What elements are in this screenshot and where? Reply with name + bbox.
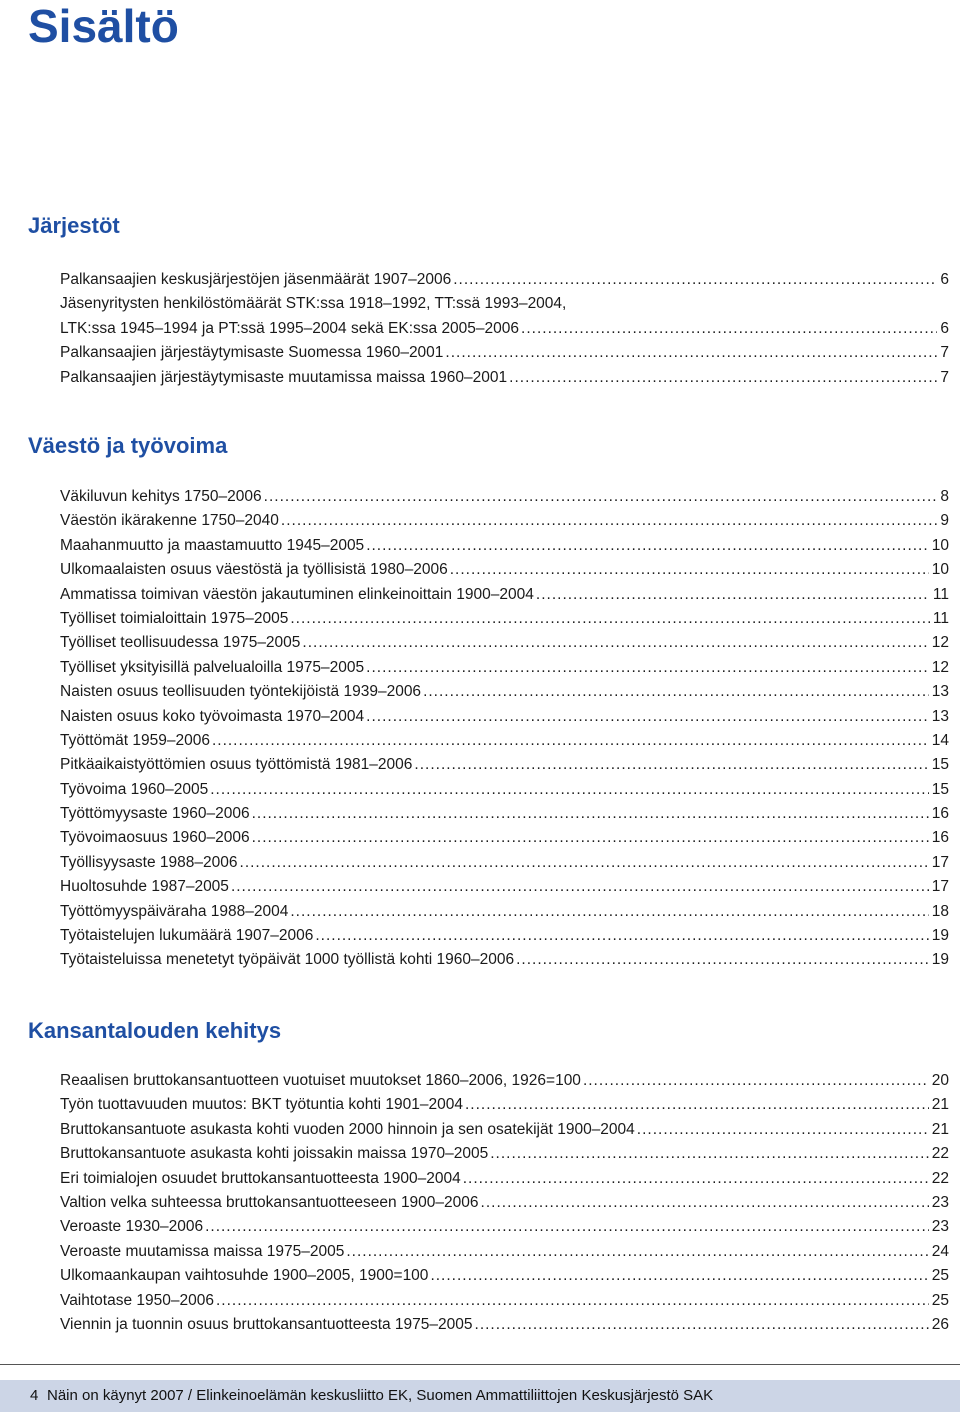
toc-entry-page: 7: [940, 344, 949, 362]
toc-entry-title: Viennin ja tuonnin osuus bruttokansantuotteesta 1975–2005: [60, 1315, 473, 1333]
dot-leader: [290, 607, 930, 631]
toc-entry-page: 17: [931, 853, 949, 871]
toc-entry-title: Veroaste 1930–2006: [60, 1218, 204, 1236]
toc-entry-title: Työlliset teollisuudessa 1975–2005: [60, 634, 301, 652]
toc-entry[interactable]: [60, 753, 949, 777]
toc-entry[interactable]: [60, 583, 949, 607]
toc-entry-page: 13: [931, 707, 949, 725]
toc-entry-page: 20: [931, 1072, 949, 1089]
toc-entry[interactable]: [60, 900, 949, 924]
toc-entry-title: Työvoima 1960–2005: [60, 780, 209, 798]
toc-entry-title: Työlliset toimialoittain 1975–2005: [60, 609, 289, 627]
dot-leader: [315, 924, 928, 948]
dot-leader: [481, 1191, 929, 1215]
toc-entry[interactable]: [60, 558, 949, 582]
toc-entry-title: Työvoimaosuus 1960–2006: [60, 829, 250, 847]
toc-entry-title: Työtaisteluissa menetetyt työpäivät 1000 työllistä kohti 1960–2006: [60, 951, 515, 969]
dot-leader: [423, 680, 929, 704]
dot-leader: [290, 900, 928, 924]
dot-leader: [430, 1264, 928, 1288]
toc-entry-title: Veroaste muutamissa maissa 1975–2005: [60, 1242, 345, 1260]
toc-entry-title: Työlliset yksityisillä palvelualoilla 1975–2005: [60, 658, 365, 676]
footer-page-number: 4: [30, 1387, 39, 1404]
toc-entry-page: 19: [931, 951, 949, 969]
footer-divider: [0, 1364, 960, 1365]
footer-text: Näin on käynyt 2007 / Elinkeinoelämän keskusliitto EK, Suomen Ammattiliittojen Keskusjärjestö SAK: [47, 1387, 714, 1404]
toc-entry-page: 12: [931, 634, 949, 652]
toc-entry-page: 24: [931, 1242, 949, 1260]
toc-entry-title: Vaihtotase 1950–2006: [60, 1291, 214, 1309]
toc-entry-page: 7: [940, 368, 949, 386]
toc-entry-title: Huoltosuhde 1987–2005: [60, 878, 229, 896]
toc-entry[interactable]: [60, 729, 949, 753]
toc-entry[interactable]: [60, 924, 949, 948]
dot-leader: [231, 875, 929, 899]
section-title-vaesto: Väestö ja työvoima: [28, 433, 228, 458]
toc-entry[interactable]: [60, 1264, 949, 1288]
toc-entry-page: 25: [931, 1267, 949, 1285]
toc-entry-title: Palkansaajien järjestäytymisaste muutamissa maissa 1960–2001: [60, 368, 508, 386]
toc-entry[interactable]: [60, 1118, 949, 1142]
dot-leader: [210, 778, 929, 802]
toc-entry[interactable]: [60, 1215, 949, 1239]
toc-entry-title: Naisten osuus koko työvoimasta 1970–2004: [60, 707, 365, 725]
toc-entry-page: 10: [931, 561, 949, 579]
toc-entry-page: 16: [931, 829, 949, 847]
toc-entry-title: Ulkomaalaisten osuus väestöstä ja työllisistä 1980–2006: [60, 561, 448, 579]
toc-entry-page: 12: [931, 658, 949, 676]
dot-leader: [252, 802, 929, 826]
dot-leader: [414, 753, 928, 777]
toc-entry-title: Ammatissa toimivan väestön jakautuminen elinkeinoittain 1900–2004: [60, 585, 534, 603]
toc-entry-page: 6: [940, 319, 949, 337]
toc-entry-page: 17: [931, 878, 949, 896]
toc-entry-title: Ulkomaankaupan vaihtosuhde 1900–2005, 1900=100: [60, 1267, 429, 1285]
dot-leader: [205, 1215, 929, 1239]
toc-entry[interactable]: [60, 1240, 949, 1264]
dot-leader: [216, 1289, 929, 1313]
toc-entry[interactable]: [60, 1289, 949, 1313]
section-title-jarjestot: Järjestöt: [28, 213, 120, 238]
toc-list-kansantalous: [60, 1069, 949, 1337]
dot-leader: [536, 583, 930, 607]
dot-leader: [366, 534, 929, 558]
toc-entry-page: 14: [931, 731, 949, 749]
dot-leader: [465, 1093, 929, 1117]
toc-entry[interactable]: [60, 268, 949, 292]
toc-entry-page: 22: [931, 1145, 949, 1163]
toc-entry-page: 9: [940, 512, 949, 530]
toc-entry[interactable]: [60, 1191, 949, 1215]
toc-entry-title: Eri toimialojen osuudet bruttokansantuotteesta 1900–2004: [60, 1169, 461, 1187]
toc-entry-page: 6: [940, 271, 949, 288]
toc-entry-title: Työttömyyspäiväraha 1988–2004: [60, 902, 289, 920]
toc-entry-title: Pitkäaikaistyöttömien osuus työttömistä 1981–2006: [60, 756, 413, 774]
toc-entry-page: 18: [931, 902, 949, 920]
toc-entry-title: Työllisyysaste 1988–2006: [60, 853, 238, 871]
dot-leader: [521, 317, 937, 341]
toc-entry[interactable]: [60, 778, 949, 802]
toc-entry[interactable]: [60, 631, 949, 655]
toc-entry-page: 13: [931, 683, 949, 701]
dot-leader: [490, 1142, 929, 1166]
toc-entry[interactable]: [60, 485, 949, 509]
toc-entry-title: Naisten osuus teollisuuden työntekijöistä 1939–2006: [60, 683, 422, 701]
dot-leader: [346, 1240, 928, 1264]
toc-entry[interactable]: [60, 680, 949, 704]
dot-leader: [302, 631, 928, 655]
toc-entry[interactable]: [60, 534, 949, 558]
toc-entry-title: Palkansaajien järjestäytymisaste Suomessa 1960–2001: [60, 344, 444, 362]
page-title: Sisältö: [28, 0, 179, 52]
dot-leader: [240, 851, 929, 875]
toc-entry-title: Työn tuottavuuden muutos: BKT työtuntia kohti 1901–2004: [60, 1096, 463, 1114]
toc-entry[interactable]: [60, 1069, 949, 1093]
dot-leader: [212, 729, 929, 753]
toc-entry-page: 22: [931, 1169, 949, 1187]
toc-entry-page: 21: [931, 1120, 949, 1138]
toc-entry-title: Työttömyysaste 1960–2006: [60, 805, 250, 823]
dot-leader: [475, 1313, 929, 1337]
toc-entry[interactable]: [60, 705, 949, 729]
toc-entry[interactable]: [60, 826, 949, 850]
toc-entry-page: 15: [931, 756, 949, 774]
dot-leader: [453, 268, 937, 292]
dot-leader: [366, 656, 929, 680]
toc-entry-page: 25: [931, 1291, 949, 1309]
toc-entry-page: 23: [931, 1193, 949, 1211]
toc-entry-title-line1: Jäsenyritysten henkilöstömäärät STK:ssa 1918–1992, TT:ssä 1993–2004,: [60, 295, 567, 313]
dot-leader: [366, 705, 929, 729]
toc-entry[interactable]: [60, 1142, 949, 1166]
toc-entry-page: 16: [931, 805, 949, 823]
toc-entry[interactable]: [60, 656, 949, 680]
dot-leader: [583, 1069, 929, 1093]
toc-entry-page: 21: [931, 1096, 949, 1114]
dot-leader: [450, 558, 929, 582]
dot-leader: [445, 341, 937, 365]
footer-band: [0, 1380, 960, 1412]
toc-entry-title: Maahanmuutto ja maastamuutto 1945–2005: [60, 536, 365, 554]
dot-leader: [463, 1167, 929, 1191]
toc-entry[interactable]: [60, 802, 949, 826]
dot-leader: [509, 366, 937, 390]
toc-entry-page: 10: [931, 536, 949, 554]
toc-entry[interactable]: [60, 292, 949, 341]
dot-leader: [637, 1118, 929, 1142]
toc-entry-title: Palkansaajien keskusjärjestöjen jäsenmäärät 1907–2006: [60, 271, 452, 288]
toc-entry-title: Bruttokansantuote asukasta kohti vuoden 2000 hinnoin ja sen osatekijät 1900–2004: [60, 1120, 635, 1138]
toc-entry[interactable]: [60, 875, 949, 899]
dot-leader: [264, 485, 938, 509]
toc-entry[interactable]: [60, 1093, 949, 1117]
toc-entry-page: 15: [931, 780, 949, 798]
toc-entry[interactable]: [60, 1167, 949, 1191]
toc-entry-page: 26: [931, 1315, 949, 1333]
toc-entry-title: Väkiluvun kehitys 1750–2006: [60, 488, 262, 505]
toc-list-jarjestot: [60, 268, 949, 390]
dot-leader: [516, 948, 929, 972]
toc-entry[interactable]: [60, 607, 949, 631]
toc-entry[interactable]: [60, 851, 949, 875]
toc-entry[interactable]: [60, 366, 949, 390]
dot-leader: [252, 826, 929, 850]
toc-entry-title: Valtion velka suhteessa bruttokansantuotteeseen 1900–2006: [60, 1193, 479, 1211]
toc-entry-title: Työttömät 1959–2006: [60, 731, 210, 749]
toc-entry-title: LTK:ssa 1945–1994 ja PT:ssä 1995–2004 sekä EK:ssa 2005–2006: [60, 319, 520, 337]
toc-entry-page: 11: [932, 585, 949, 603]
toc-entry-title: Väestön ikärakenne 1750–2040: [60, 512, 279, 530]
toc-list-vaesto: [60, 485, 949, 973]
toc-entry-page: 19: [931, 927, 949, 945]
toc-entry[interactable]: [60, 509, 949, 533]
toc-entry-title: Bruttokansantuote asukasta kohti joissakin maissa 1970–2005: [60, 1145, 489, 1163]
toc-entry-page: 8: [940, 488, 949, 505]
toc-entry[interactable]: [60, 341, 949, 365]
section-title-kansantalous: Kansantalouden kehitys: [28, 1018, 282, 1043]
toc-entry-title: Työtaistelujen lukumäärä 1907–2006: [60, 927, 314, 945]
toc-entry-title: Reaalisen bruttokansantuotteen vuotuiset muutokset 1860–2006, 1926=100: [60, 1072, 581, 1089]
toc-entry[interactable]: [60, 948, 949, 972]
toc-entry[interactable]: [60, 1313, 949, 1337]
dot-leader: [281, 509, 937, 533]
toc-entry-page: 23: [931, 1218, 949, 1236]
toc-entry-page: 11: [932, 609, 949, 627]
